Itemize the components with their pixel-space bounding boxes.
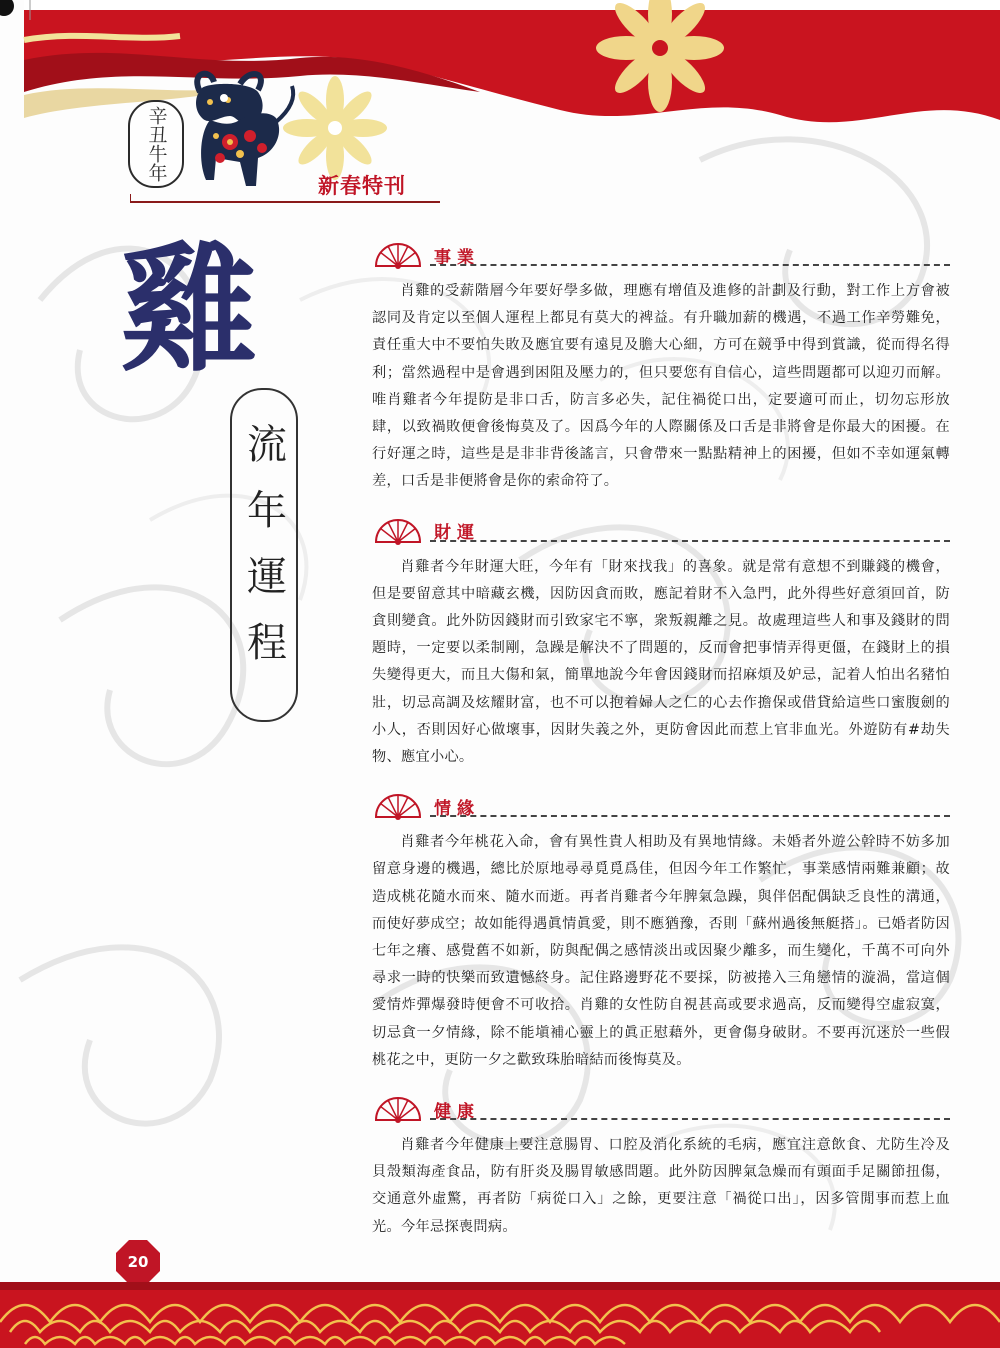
section-career xyxy=(372,238,950,496)
year-seal-text: 辛丑牛年 xyxy=(145,106,168,182)
section-paragraph: 肖雞者今年財運大旺，今年有「財來找我」的喜象。就是常有意想不到賺錢的機會，但是要留意其中暗藏玄機，因防因貪而敗，應記着財不入急門，此外得些好意須回首，防貪則變貪。此外防因錢財而引致家宅不寧，衆叛親離之見。故處理這些人和事及錢財的問題時，一定要以柔制剛，急躁是解決不了問題的，反而會把事情弄得更僵，在錢財上的損失變得更大，而且大傷和氣，簡單地說今年會因錢財而招麻煩及妒忌，記着人怕出名豬怕壯，切忌高調及炫耀財富，也不可以抱着婦人之仁的心去作擔保或借貸給這些口蜜腹劍的小人，否則因好心做壞事，因財失義之外，更防會因此而惹上官非血光。外遊防有#劫失物、應宜小心。 xyxy=(372,558,950,766)
section-paragraph: 肖雞者今年桃花入命，會有異性貴人相助及有異地情緣。未婚者外遊公幹時不妨多加留意身邊的機遇，總比於原地尋尋覓覓爲佳，但因今年工作繁忙，事業感情兩難兼顧；故造成桃花隨水而來、隨水而逝。再者肖雞者今年脾氣急躁，與伴侶配偶缺乏良性的溝通，而使好夢成空；故如能得遇眞情眞愛，則不應猶豫，否則「蘇州過後無艇搭」。已婚者防因七年之癢、感覺舊不如新，防與配偶之感情淡出或因聚少離多，而生變化，千萬不可向外尋求一時的快樂而致遺憾終身。記住路邊野花不要採，防被捲入三角戀情的漩渦，當這個愛情炸彈爆發時便會不可收拾。肖雞的女性防自視甚高或要求過高，反而變得空虛寂寞，切忌貪一夕情緣，除不能塡補心靈上的眞正慰藉外，更會傷身破財。不要再沉迷於一些假桃花之中，更防一夕之歡致珠胎暗結而後悔莫及。 xyxy=(372,834,950,1068)
subtitle-frame xyxy=(230,388,298,722)
ox-illustration xyxy=(180,62,310,202)
year-seal xyxy=(128,100,184,188)
dashed-divider xyxy=(430,540,950,542)
fan-icon xyxy=(372,1094,424,1124)
page-number-badge xyxy=(116,1240,160,1284)
section-romance xyxy=(372,789,950,1074)
section-wealth xyxy=(372,514,950,772)
header-rule xyxy=(130,192,440,204)
dashed-divider xyxy=(430,1118,950,1120)
article-body xyxy=(372,230,950,1259)
fan-icon xyxy=(372,240,424,270)
section-paragraph: 肖雞的受薪階層今年要好學多做，理應有增值及進修的計劃及行動，對工作上方會被認同及肯定以至個人運程上都見有莫大的裨益。有升職加薪的機遇，不過工作辛勞難免，責任重大中不要怕失敗及應宜要有遠見及膽大心細，方可在競爭中得到賞識，從而得名得利；當然過程中是會遇到困阻及壓力的，但只要您有自信心，這些問題都可以迎刃而解。唯肖雞者今年提防是非口舌，防言多必失，記住禍從口出，定要適可而止，切勿忘形放肆，以致禍敗便會後悔莫及了。因爲今年的人際關係及口舌是非將會是你最大的困擾。在行好運之時，這些是是非非背後謠言，只會帶來一點點精神上的困擾，但如不幸如運氣轉差，口舌是非便將會是你的索命符了。 xyxy=(372,283,950,490)
page-number: 20 xyxy=(127,1253,149,1271)
section-paragraph: 肖雞者今年健康上要注意腸胃、口腔及消化系統的毛病，應宜注意飲食、尤防生冷及貝殼類海產食品，防有肝炎及腸胃敏感問題。此外防因脾氣急燥而有頭面手足關節扭傷，交通意外虛驚，再者防「病從口入」之餘，更要注意「禍從口出」，因多管閒事而惹上血光。今年忌探喪問病。 xyxy=(372,1137,950,1235)
section-header xyxy=(372,789,950,823)
section-health xyxy=(372,1092,950,1241)
special-issue-tag: 新春特刊 xyxy=(318,173,406,198)
fan-icon xyxy=(372,791,424,821)
section-title: 事業 xyxy=(434,247,480,268)
section-title: 情緣 xyxy=(434,798,480,819)
subtitle-text: 流年運程 xyxy=(240,423,287,687)
section-header xyxy=(372,238,950,272)
zodiac-title: 雞 xyxy=(120,228,259,391)
section-header xyxy=(372,1092,950,1126)
section-title: 財運 xyxy=(434,523,480,544)
bottom-wave-pattern xyxy=(0,1282,1000,1348)
section-title: 健康 xyxy=(434,1101,480,1122)
section-header xyxy=(372,514,950,548)
dashed-divider xyxy=(430,815,950,817)
dashed-divider xyxy=(430,264,950,266)
fan-icon xyxy=(372,516,424,546)
